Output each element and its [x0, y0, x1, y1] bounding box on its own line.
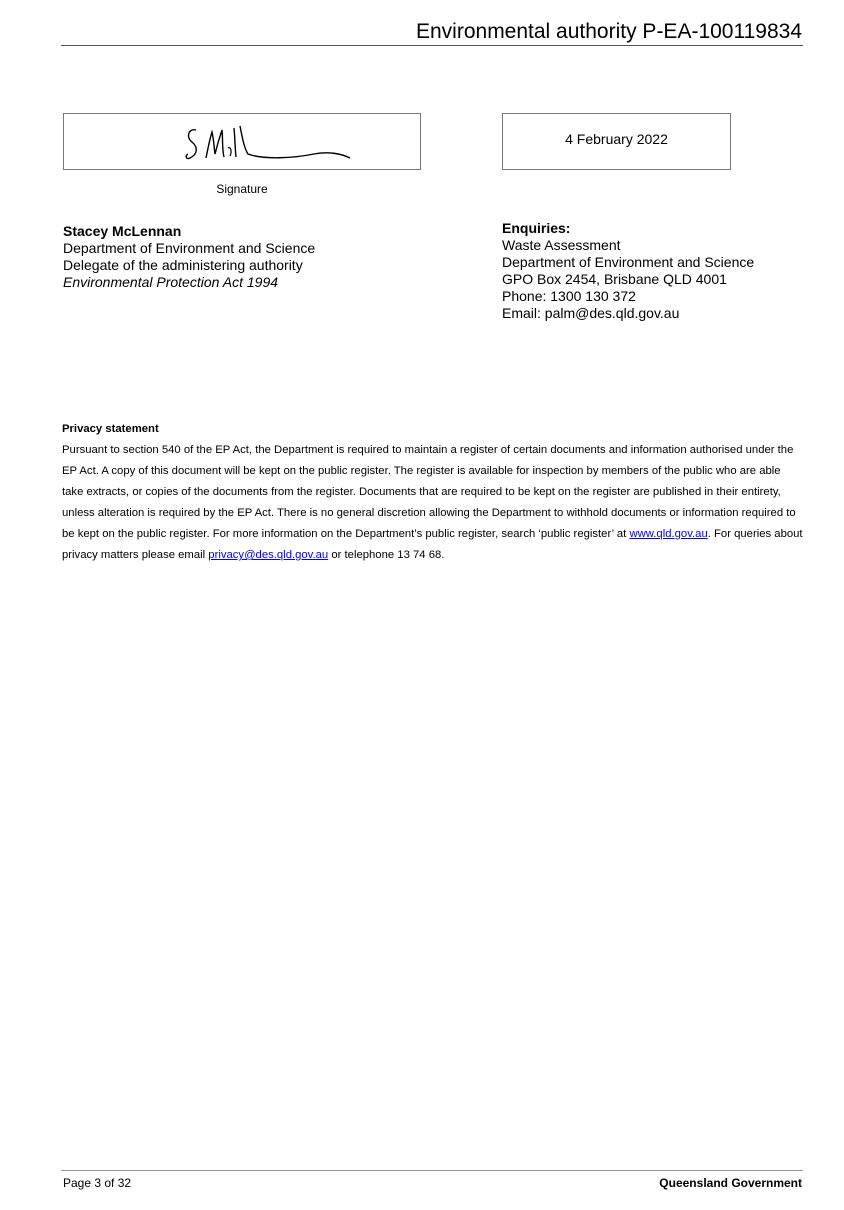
privacy-body [62, 440, 804, 566]
document-title: Environmental authority P-EA-100119834 [415, 20, 802, 43]
privacy-text: Pursuant to section 540 of the EP Act, the Department is required to maintain a register of certain documents and information authorised under the EP Act. A copy of this document will be kept on the public register. The register is available for inspection by members of the public who are able take extracts, or copies of the documents from the register. Documents that are required to be kept on the register are published in their entirety, unless alteration is required by the EP Act. There is no general discretion allowing the Department to withhold documents or information required to be kept on the public register. For more information on the Department’s public register, search ‘public register’ at [62, 444, 796, 540]
enquiries-block [502, 220, 754, 322]
signature-caption: Signature [216, 182, 268, 196]
enquiries-email: Email: palm@des.qld.gov.au [502, 305, 680, 321]
signature-date: 4 February 2022 [565, 131, 668, 147]
enquiries-phone: Phone: 1300 130 372 [502, 288, 636, 304]
privacy-email-link[interactable]: privacy@des.qld.gov.au [208, 549, 329, 561]
enquiries-heading: Enquiries: [502, 220, 571, 236]
signer-name: Stacey McLennan [63, 223, 182, 239]
privacy-text: or telephone 13 74 68. [328, 549, 445, 561]
qld-gov-link[interactable]: www.qld.gov.au [629, 528, 708, 540]
handwritten-signature [184, 120, 374, 168]
page-number: Page 3 of 32 [63, 1176, 132, 1190]
enquiries-address: GPO Box 2454, Brisbane QLD 4001 [502, 271, 727, 287]
enquiries-department: Department of Environment and Science [502, 254, 755, 270]
date-box [502, 113, 731, 170]
privacy-heading: Privacy statement [62, 423, 159, 435]
privacy-text: . For queries about privacy matters please email [62, 528, 803, 561]
footer-divider [61, 1170, 803, 1171]
signature-box [63, 113, 421, 170]
privacy-statement [62, 419, 804, 566]
enquiries-unit: Waste Assessment [502, 237, 621, 253]
footer-organisation: Queensland Government [659, 1176, 802, 1190]
signer-act: Environmental Protection Act 1994 [63, 274, 279, 290]
header-divider [61, 45, 803, 46]
signer-role: Delegate of the administering authority [63, 257, 303, 273]
signer-department: Department of Environment and Science [63, 240, 316, 256]
signer-block [63, 223, 315, 291]
